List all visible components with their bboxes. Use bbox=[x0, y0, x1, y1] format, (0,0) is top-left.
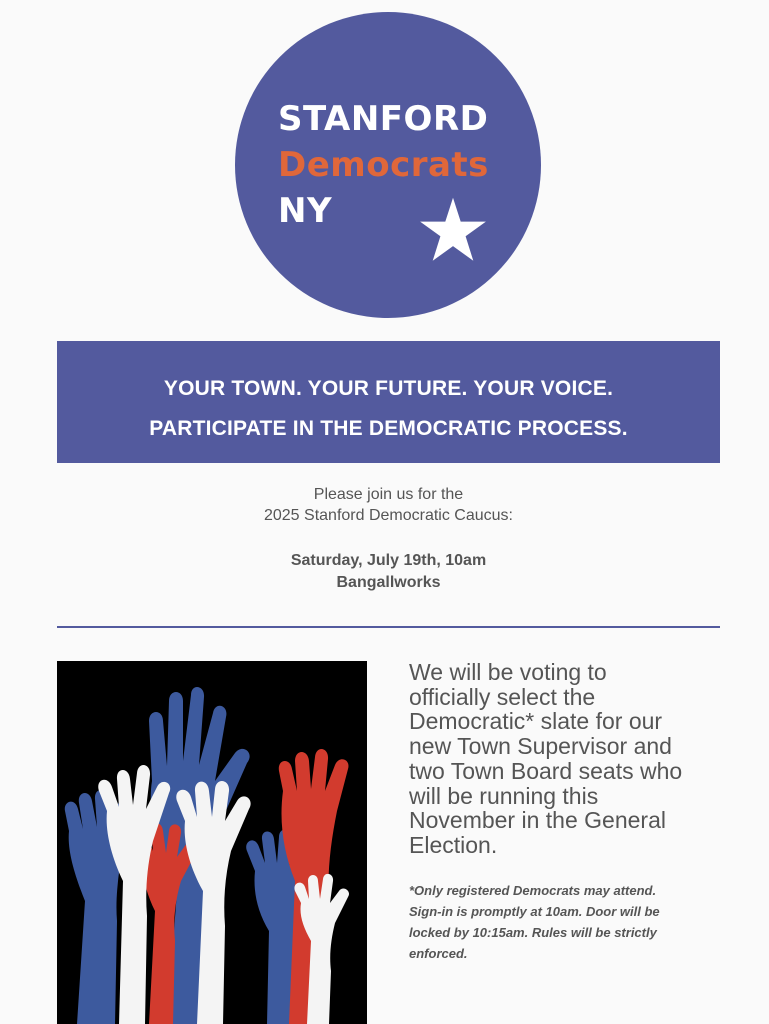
main-line: November in the General bbox=[409, 807, 666, 834]
fineprint-line: locked by 10:15am. Rules will be strictly bbox=[409, 925, 657, 940]
logo-text-ny: NY bbox=[278, 191, 333, 231]
event-date-time: Saturday, July 19th, 10am bbox=[290, 552, 487, 569]
invitation-text bbox=[57, 484, 720, 526]
divider bbox=[57, 626, 720, 628]
event-location: Bangallworks bbox=[336, 574, 441, 591]
invite-line-2: 2025 Stanford Democratic Caucus: bbox=[263, 507, 513, 524]
main-line: officially select the bbox=[409, 683, 596, 710]
main-line: will be running this bbox=[409, 782, 599, 809]
raised-hands-icon bbox=[57, 661, 367, 1024]
logo bbox=[235, 12, 541, 318]
main-line: new Town Supervisor and bbox=[409, 733, 672, 760]
raised-hands-image bbox=[57, 661, 367, 1024]
logo-text-stanford: STANFORD bbox=[278, 99, 489, 139]
main-line: Election. bbox=[409, 831, 498, 858]
event-details bbox=[57, 550, 720, 594]
banner-line-2: PARTICIPATE IN THE DEMOCRATIC PROCESS. bbox=[149, 417, 628, 440]
logo-text-democrats: Democrats bbox=[278, 145, 489, 185]
main-line: We will be voting to bbox=[409, 659, 607, 685]
main-line: Democratic* slate for our bbox=[409, 708, 663, 735]
fineprint-line: enforced. bbox=[409, 946, 468, 961]
invite-line-1: Please join us for the bbox=[313, 486, 464, 503]
slogan-banner bbox=[57, 341, 720, 463]
fine-print bbox=[409, 880, 739, 964]
main-message bbox=[409, 660, 739, 858]
star-icon bbox=[418, 195, 488, 265]
main-line: two Town Board seats who bbox=[409, 757, 683, 784]
fineprint-line: *Only registered Democrats may attend. bbox=[409, 883, 657, 898]
fineprint-line: Sign-in is promptly at 10am. Door will be bbox=[409, 904, 660, 919]
banner-line-1: YOUR TOWN. YOUR FUTURE. YOUR VOICE. bbox=[163, 377, 614, 400]
